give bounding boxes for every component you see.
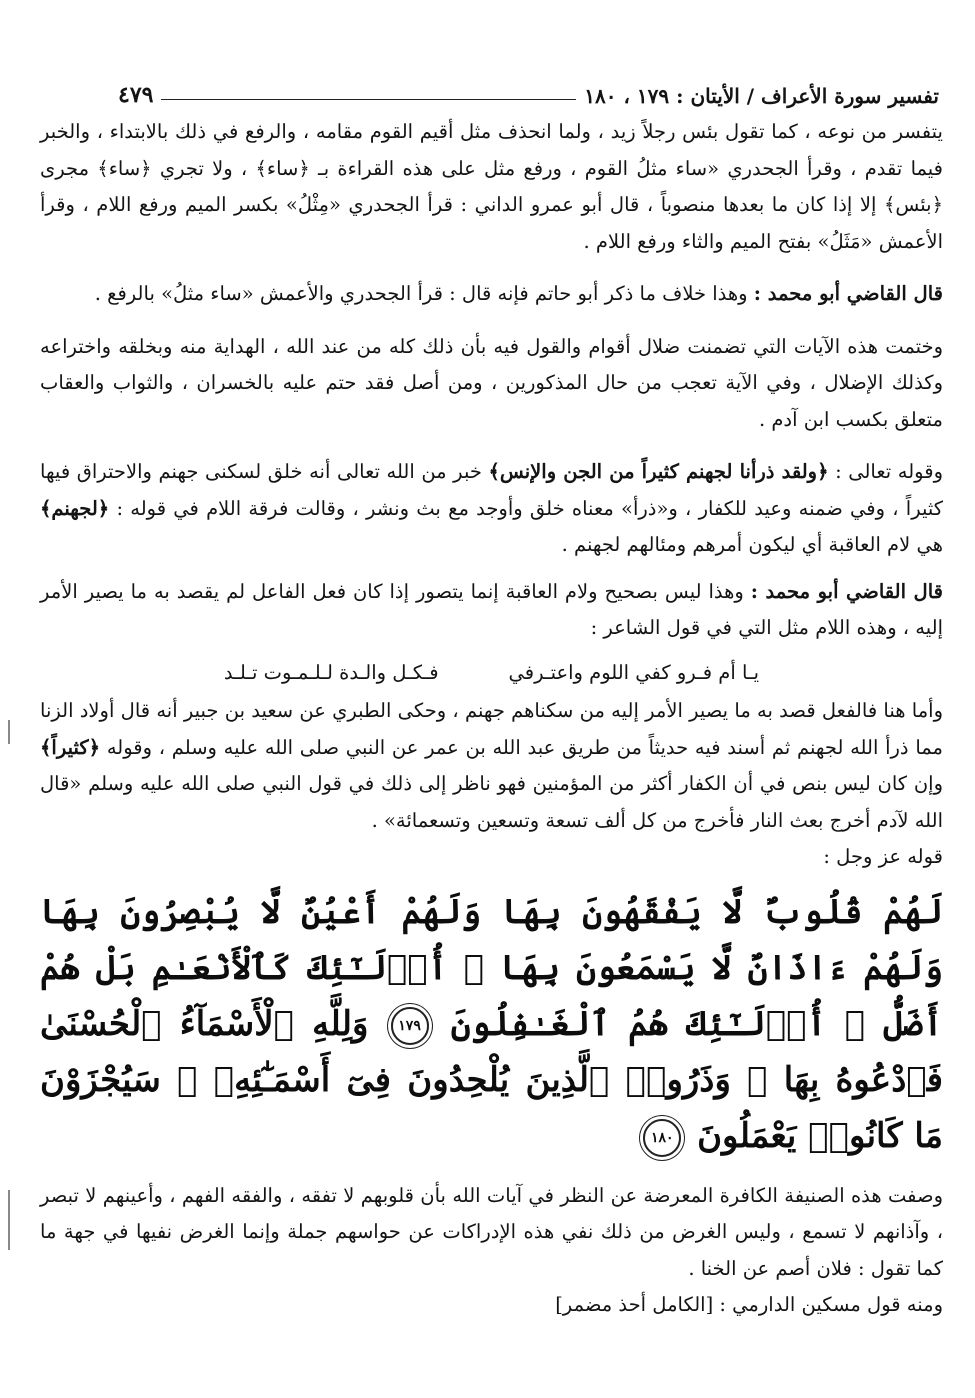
author-lead-2: قال القاضي أبو محمد : [750,579,943,603]
poetry-verse [40,655,943,692]
poetic-meter: [الكامل أحذ مضمر] [555,1293,714,1316]
running-title: تفسير سورة الأعراف / الأيتان : ١٧٩ ، ١٨٠ [584,84,939,108]
margin-mark [8,720,10,744]
paragraph-3: وختمت هذه الآيات التي تضمنت ضلال أقوام والقول فيه بأن ذلك كله من عند الله ، الهداية منه وبخلقه واختراعه وكذلك الإضلال ، وفي الآية تعجب من حال المذكورين ، ومن أصل فقد حتم عليه بالخسران ، والثواب والعقاب متعلق بكسب ابن آدم . [40,334,943,431]
main-text [40,114,943,1324]
paragraph-6-body: وإن كان ليس بنص في أن الكفار أكثر من المؤمنين فهو ناظر إلى ذلك في قول النبي صلى الله عليه وسلم «قال الله لآدم أخرج بعث النار فأخرج من كل ألف تسعة وتسعين وتسعمائة» . [40,772,943,832]
author-lead: قال القاضي أبو محمد : [753,282,943,305]
paragraph-2-text: وهذا خلاف ما ذكر أبو حاتم فإنه قال : قرأ الجحدري والأعمش «ساء مثلُ» بالرفع . [94,282,754,305]
quran-quote: ﴿ولقد ذرأنا لجهنم كثيراً من الجن والإنس﴾ [488,460,829,483]
quran-verse-179: لَهُمْ قُلُوبٌ لَّا يَفْقَهُونَ بِهَا وَلَهُمْ أَعْيُنٌ لَّا يُبْصِرُونَ بِهَا وَلَهُمْ ءَاذَانٌ لَّا يَسْمَعُونَ بِهَا ۚ أُو۟لَـٰٓئِكَ كَٱلْأَنْعَـٰمِ بَلْ هُمْ أَضَلُّ ۚ أُو۟لَـٰٓئِكَ هُمُ ٱلْغَـٰفِلُونَ [40,891,943,1044]
margin-mark [8,1190,10,1250]
paragraph-4-intro: وقوله تعالى : [828,460,943,483]
paragraph-5-text: وهذا ليس بصحيح ولام العاقبة إنما يتصور إذا كان فعل الفاعل لم يقصد به ما يصير الأمر إليه ، وهذه اللام مثل التي في قول الشاعر : [40,579,943,639]
paragraph-5 [40,574,943,647]
paragraph-1: يتفسر من نوعه ، كما تقول بئس رجلاً زيد ، ولما انحذف مثل أقيم القوم مقامه ، والرفع في ذلك بالابتداء ، والخبر فيما تقدم ، وقرأ الجحدري «ساء مثلُ القوم ، ورفع مثل على هذه القراءة بـ ﴿ساء﴾ ، ولا تجري ﴿ساء﴾ مجرى ﴿بئس﴾ إلا إذا كان ما بعدها منصوباً ، قال أبو عمرو الداني : قرأ الجحدري «مِثْلُ» بكسر الميم ورفع اللام ، وقرأ الأعمش «مَثَلُ» بفتح الميم والثاء ورفع اللام . [40,120,943,253]
quran-quote-3: ﴿كثيراً﴾ [40,735,101,759]
page-number: ٤٧٩ [118,82,154,108]
paragraph-4-body: خبر من الله تعالى أنه خلق لسكنى جهنم والاحتراق فيها كثيراً ، وفي ضمنه وعيد للكفار ، و«ذرأ» معناه خلق وأوجد مع بث ونشر ، وقالت فرقة اللام في قوله : [40,460,943,520]
paragraph-2 [40,276,943,313]
quran-quote-2: ﴿لجهنم﴾ [40,496,110,520]
page-header [118,68,939,108]
paragraph-9 [40,1287,943,1324]
quran-verse-180: وَلِلَّهِ ٱلْأَسْمَآءُ ٱلْحُسْنَىٰ فَٱدْعُوهُ بِهَا ۖ وَذَرُوا۟ ٱلَّذِينَ يُلْحِدُونَ فِىٓ أَسْمَـٰٓئِهِۦ ۚ سَيُجْزَوْنَ مَا كَانُوا۟ يَعْمَلُونَ [40,1003,943,1156]
paragraph-8: وصفت هذه الصنيفة الكافرة المعرضة عن النظر في آيات الله بأن قلوبهم لا تفقه ، والفقه الفهم ، وأعينهم لا تبصر ، وآذانهم لا تسمع ، وليس الغرض من ذلك نفي هذه الإدراكات عن حواسهم جملة وإنما الغرض نفيها في جهة ما كما تقول : فلان أصم عن الخنا . [40,1183,943,1280]
ayah-number-180: ١٨٠ [643,1119,681,1157]
paragraph-7: قوله عز وجل : [823,845,943,868]
paragraph-6 [40,693,943,839]
ayah-number-179: ١٧٩ [391,1007,429,1045]
verse-second-hemistich: فـكـل والـدة لـلـمـوت تـلـد [223,660,439,684]
paragraph-4-end: هي لام العاقبة أي ليكون أمرهم ومئالهم لجهنم . [561,533,943,556]
verse-first-hemistich: يـا أم فـرو كفي اللوم واعتـرفي [508,660,760,684]
paragraph-6-intro: وأما هنا فالفعل قصد به ما يصير الأمر إليه من سكناهم جهنم ، وحكى الطبري عن سعيد بن جبير أنه قال أولاد الزنا مما ذرأ الله لجهنم ثم أسند فيه حديثاً من طريق عبد الله بن عمر عن النبي صلى الله عليه وسلم ، وقوله [40,699,943,759]
paragraph-4 [40,454,943,564]
quran-verses [40,884,943,1164]
header-rule [161,99,576,100]
paragraph-9-text: ومنه قول مسكين الدارمي : [713,1293,943,1316]
